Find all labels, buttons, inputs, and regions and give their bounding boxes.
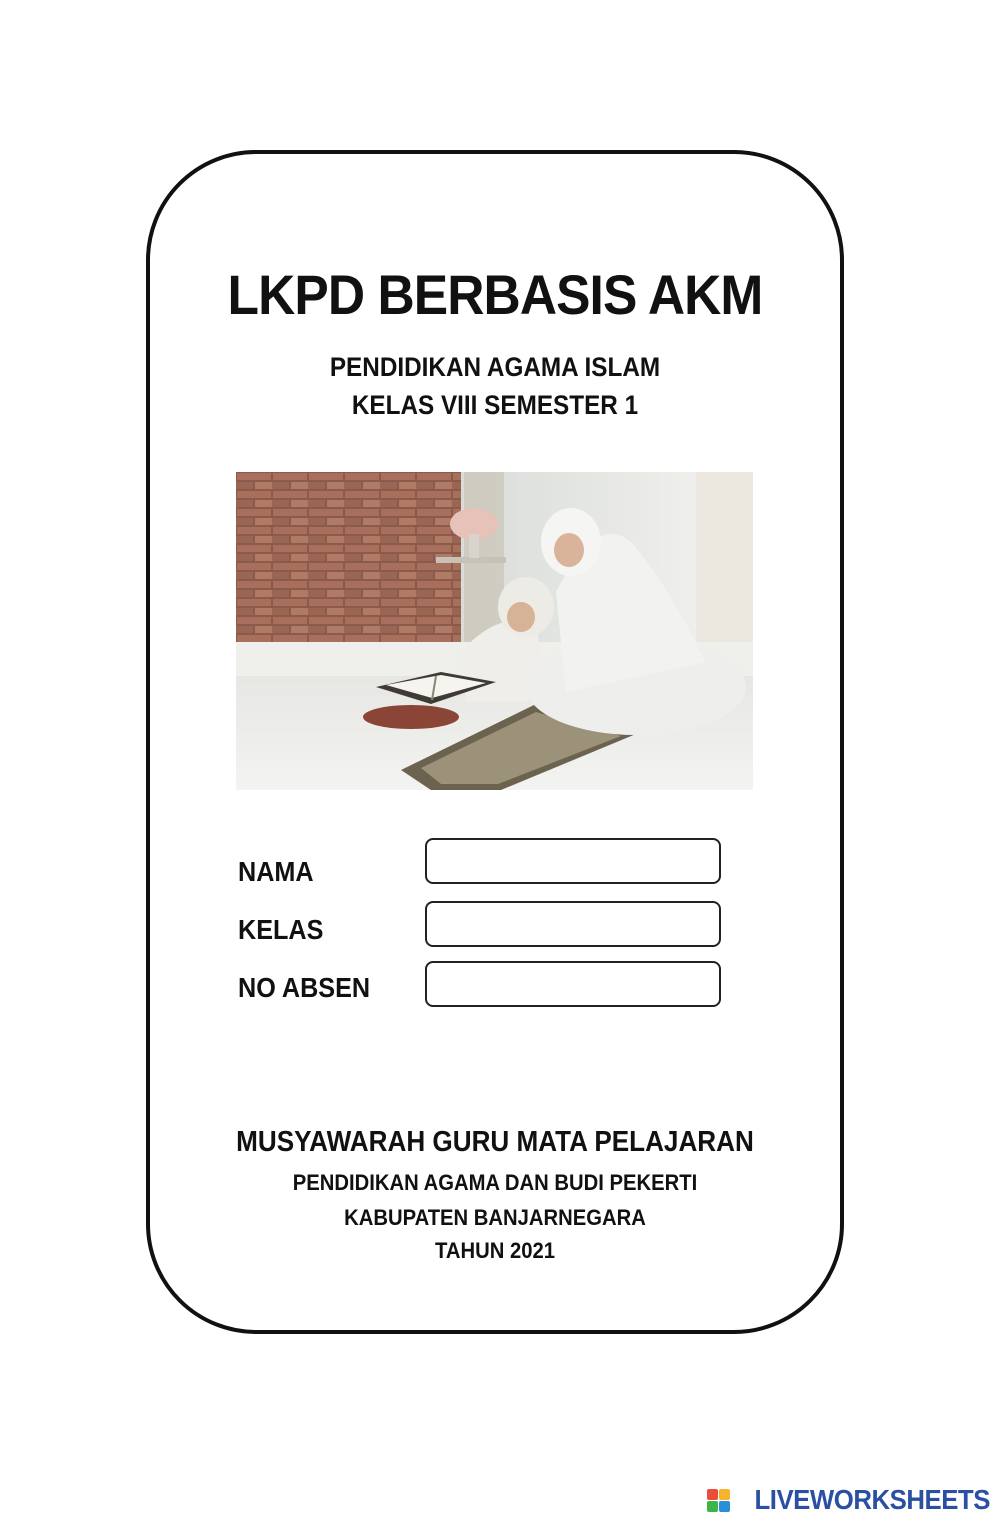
- cover-title: LKPD BERBASIS AKM: [227, 263, 763, 326]
- name-input[interactable]: [425, 838, 721, 884]
- class-input[interactable]: [425, 901, 721, 947]
- footer-region: KABUPATEN BANJARNEGARA: [344, 1205, 646, 1230]
- footer-year: TAHUN 2021: [434, 1238, 555, 1263]
- liveworksheets-wordmark: LIVEWORKSHEETS: [754, 1484, 990, 1515]
- cover-subject: PENDIDIKAN AGAMA ISLAM: [329, 352, 661, 382]
- attendance-number-label: NO ABSEN: [238, 972, 371, 1003]
- cover-grade: KELAS VIII SEMESTER 1: [351, 390, 639, 420]
- attendance-number-input[interactable]: [425, 961, 721, 1007]
- liveworksheets-logo-icon: [707, 1489, 730, 1512]
- cover-photo: [236, 472, 753, 790]
- footer-organization: MUSYAWARAH GURU MATA PELAJARAN: [236, 1126, 754, 1158]
- name-label: NAMA: [238, 856, 314, 887]
- footer-subject: PENDIDIKAN AGAMA DAN BUDI PEKERTI: [292, 1170, 698, 1195]
- class-label: KELAS: [238, 914, 324, 945]
- liveworksheets-brand[interactable]: [707, 1484, 990, 1516]
